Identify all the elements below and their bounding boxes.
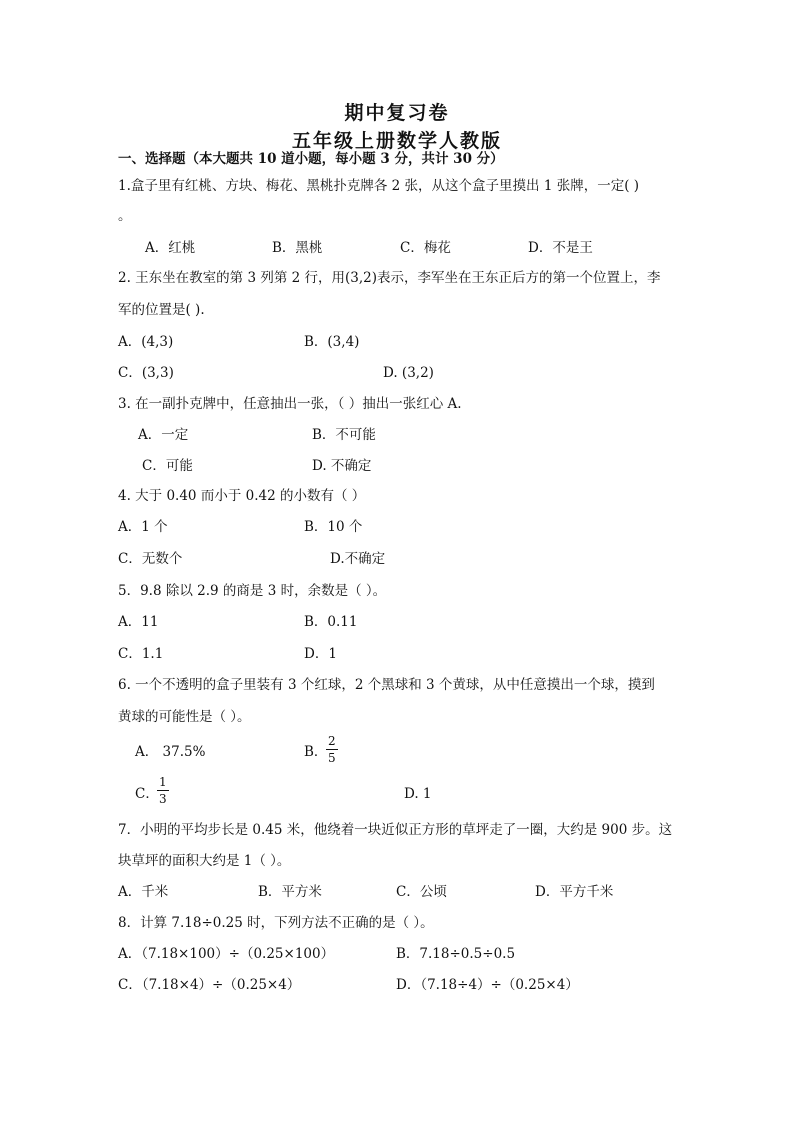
fraction-b-bar <box>326 749 338 750</box>
question-5-stem: 5．9.8 除以 2.9 的商是 3 时，余数是（ ）。 <box>118 583 387 599</box>
question-5-option-c[interactable]: C．1.1 <box>118 646 164 662</box>
question-5-option-b[interactable]: B．0.11 <box>304 614 358 630</box>
question-1-option-b[interactable]: B．黑桃 <box>272 240 323 256</box>
page-title: 期中复习卷 <box>344 102 450 124</box>
question-6-option-b-fraction <box>326 735 338 764</box>
question-3-option-a[interactable]: A．一定 <box>138 427 189 443</box>
question-2-option-b[interactable]: B．(3,4) <box>304 334 360 350</box>
page-subtitle: 五年级上册数学人教版 <box>291 130 502 152</box>
question-4-stem: 4. 大于 0.40 而小于 0.42 的小数有（ ） <box>118 488 366 504</box>
question-6-stem: 6. 一个不透明的盒子里装有 3 个红球，2 个黑球和 3 个黄球，从中任意摸出一个球，摸到 <box>118 677 655 693</box>
question-8-option-c[interactable]: C．（7.18×4）÷（0.25×4） <box>118 977 301 993</box>
question-2-option-d[interactable]: D. (3,2) <box>383 365 434 381</box>
question-5-option-a[interactable]: A．11 <box>118 614 159 630</box>
question-6-stem-cont: 黄球的可能性是（ ）。 <box>118 709 251 725</box>
fraction-c-bar <box>157 790 169 791</box>
question-7-option-a[interactable]: A．千米 <box>118 884 169 900</box>
question-4-option-b[interactable]: B．10 个 <box>304 519 363 535</box>
section-heading: 一、选择题（本大题共 10 道小题，每小题 3 分，共计 30 分） <box>118 151 504 167</box>
question-2-option-c[interactable]: C．(3,3) <box>118 365 174 381</box>
question-7-stem-cont: 块草坪的面积大约是 1（ ）。 <box>118 853 291 869</box>
question-6-option-a[interactable]: A． 37.5% <box>135 744 206 760</box>
question-5-option-d[interactable]: D．1 <box>304 646 337 662</box>
question-1-stem-cont: 。 <box>118 208 132 224</box>
question-1-option-a[interactable]: A．红桃 <box>145 240 196 256</box>
question-8-stem: 8．计算 7.18÷0.25 时，下列方法不正确的是（ ）。 <box>118 915 434 931</box>
question-7-stem: 7．小明的平均步长是 0.45 米，他绕着一块近似正方形的草坪走了一圈，大约是 900 步。这 <box>118 822 673 838</box>
question-2-stem: 2. 王东坐在教室的第 3 列第 2 行，用(3,2)表示，李军坐在王东正后方的第一个位置上，李 <box>118 270 661 286</box>
fraction-b-denominator: 5 <box>328 751 336 765</box>
question-1-stem: 1.盒子里有红桃、方块、梅花、黑桃扑克牌各 2 张，从这个盒子里摸出 1 张牌，一定( ) <box>118 178 640 194</box>
question-4-option-d[interactable]: D.不确定 <box>330 551 386 567</box>
question-1-option-d[interactable]: D．不是王 <box>528 240 593 256</box>
question-4-option-c[interactable]: C．无数个 <box>118 551 183 567</box>
question-7-option-c[interactable]: C．公顷 <box>396 884 447 900</box>
question-6-option-c-fraction <box>157 776 169 805</box>
question-3-stem: 3. 在一副扑克牌中，任意抽出一张，（ ）抽出一张红心 A. <box>118 396 462 412</box>
question-6-option-c[interactable]: C． <box>135 786 159 802</box>
fraction-b-numerator: 2 <box>328 734 336 748</box>
question-7-option-d[interactable]: D．平方千米 <box>535 884 614 900</box>
question-2-option-a[interactable]: A．(4,3) <box>118 334 174 350</box>
question-8-option-b[interactable]: B．7.18÷0.5÷0.5 <box>396 946 516 962</box>
question-8-option-d[interactable]: D．（7.18÷4）÷（0.25×4） <box>396 977 579 993</box>
question-2-stem-cont: 军的位置是( ). <box>118 302 205 318</box>
question-1-option-c[interactable]: C．梅花 <box>400 240 451 256</box>
question-7-option-b[interactable]: B．平方米 <box>258 884 322 900</box>
question-6-option-b[interactable]: B． <box>304 744 328 760</box>
question-3-option-b[interactable]: B．不可能 <box>312 427 376 443</box>
fraction-c-denominator: 3 <box>159 792 167 806</box>
question-8-option-a[interactable]: A．（7.18×100）÷（0.25×100） <box>118 946 335 962</box>
question-3-option-d[interactable]: D. 不确定 <box>312 458 372 474</box>
question-3-option-c[interactable]: C．可能 <box>142 458 193 474</box>
question-4-option-a[interactable]: A．1 个 <box>118 519 168 535</box>
question-6-option-d[interactable]: D. 1 <box>404 786 432 802</box>
fraction-c-numerator: 1 <box>159 775 167 789</box>
